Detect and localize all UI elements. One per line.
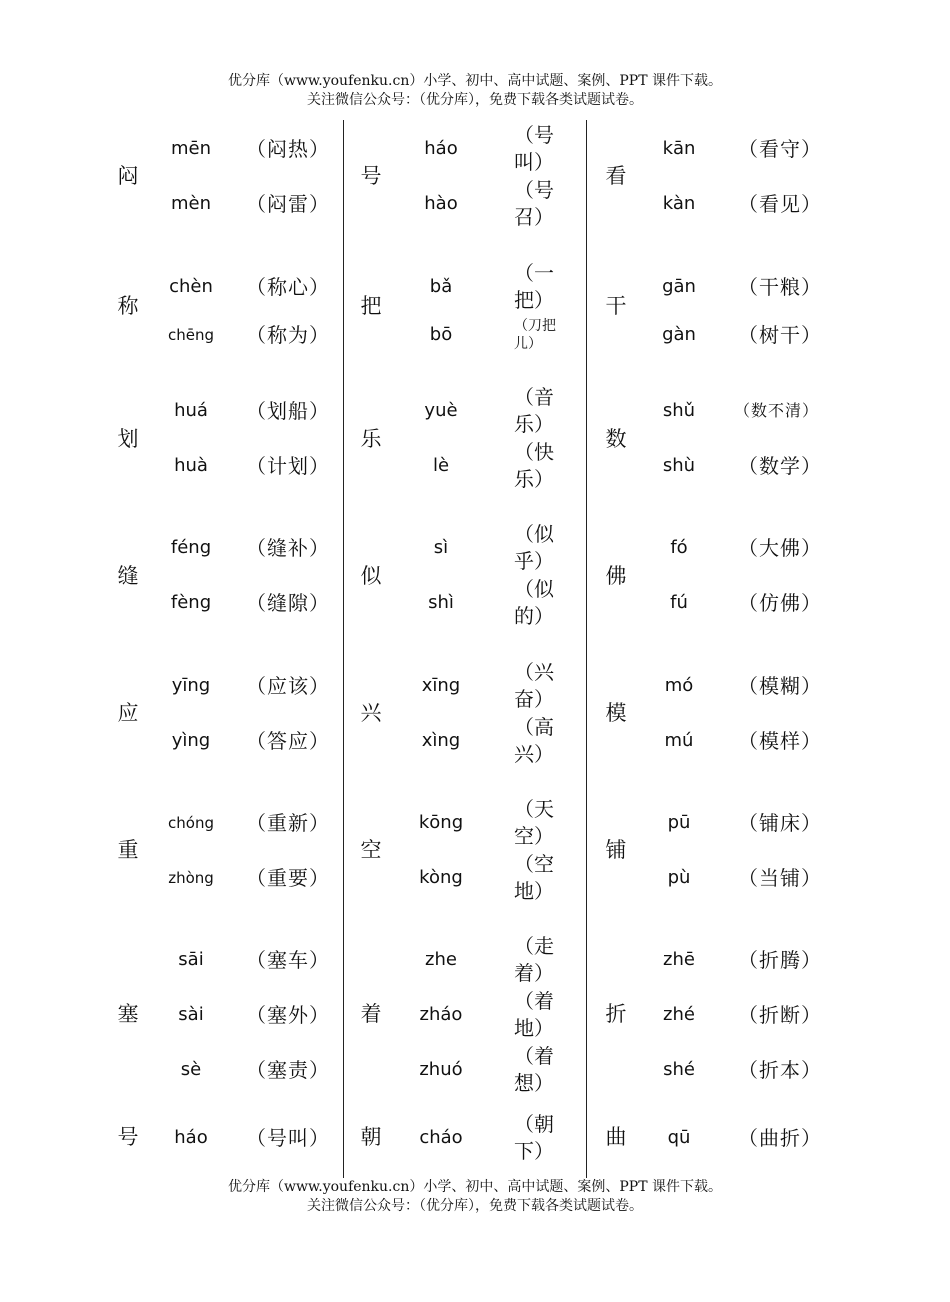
example-word: （朝下） bbox=[514, 1112, 554, 1163]
polyphonic-char: 兴 bbox=[360, 701, 382, 725]
example-word: （高兴） bbox=[514, 715, 554, 766]
example-word: （快乐） bbox=[514, 440, 554, 491]
pinyin-reading: gān bbox=[662, 276, 696, 297]
example-word: （当铺） bbox=[738, 866, 822, 890]
polyphonic-char: 佛 bbox=[605, 564, 627, 588]
pinyin-reading: zhē bbox=[663, 949, 695, 970]
example-word: （似的） bbox=[514, 577, 554, 628]
header-line-2: 关注微信公众号：（优分库），免费下载各类试题试卷。 bbox=[307, 92, 643, 108]
example-word: （空地） bbox=[514, 852, 554, 903]
pinyin-reading: kòng bbox=[419, 867, 463, 888]
polyphonic-char: 闷 bbox=[117, 164, 139, 188]
example-word: （号叫） bbox=[514, 123, 554, 174]
example-word: （答应） bbox=[246, 729, 330, 753]
pinyin-reading: cháo bbox=[419, 1127, 463, 1148]
example-word: （数学） bbox=[738, 454, 822, 478]
example-word: （折本） bbox=[738, 1058, 822, 1082]
example-word: （应该） bbox=[246, 674, 330, 698]
polyphonic-char: 朝 bbox=[360, 1125, 382, 1149]
example-word: （缝补） bbox=[246, 536, 330, 560]
polyphonic-char: 看 bbox=[605, 164, 627, 188]
polyphonic-char: 缝 bbox=[117, 564, 139, 588]
pinyin-reading: mó bbox=[664, 675, 694, 696]
polyphonic-char: 号 bbox=[117, 1125, 139, 1149]
polyphonic-char: 似 bbox=[360, 564, 382, 588]
pinyin-reading: sài bbox=[178, 1004, 204, 1025]
pinyin-reading: fó bbox=[670, 537, 688, 558]
example-word: （天空） bbox=[514, 797, 554, 848]
example-word: （音乐） bbox=[514, 385, 554, 436]
polyphonic-char: 铺 bbox=[605, 838, 627, 862]
example-word: （看见） bbox=[738, 192, 822, 216]
polyphonic-char: 模 bbox=[605, 701, 627, 725]
pinyin-reading: zhòng bbox=[168, 869, 214, 887]
example-word: （模糊） bbox=[738, 674, 822, 698]
example-word: （塞外） bbox=[246, 1003, 330, 1027]
example-word: （似乎） bbox=[514, 522, 554, 573]
pinyin-reading: shé bbox=[663, 1059, 695, 1080]
example-word: （曲折） bbox=[738, 1126, 822, 1150]
page-footer bbox=[0, 1178, 950, 1216]
pinyin-reading: kōng bbox=[418, 812, 464, 833]
pinyin-reading: bō bbox=[429, 324, 453, 345]
pinyin-reading: háo bbox=[424, 138, 458, 159]
example-word: （一把） bbox=[514, 261, 554, 312]
pinyin-reading: huà bbox=[174, 455, 208, 476]
example-word: （称心） bbox=[246, 275, 330, 299]
example-word: （重新） bbox=[246, 811, 330, 835]
pinyin-reading: zhuó bbox=[419, 1059, 463, 1080]
pinyin-reading: xìng bbox=[421, 730, 461, 751]
polyphonic-char: 数 bbox=[605, 427, 627, 451]
polyphonic-char: 着 bbox=[360, 1002, 382, 1026]
pinyin-reading: sāi bbox=[178, 949, 204, 970]
example-word: （折断） bbox=[738, 1003, 822, 1027]
example-word: （塞责） bbox=[246, 1058, 330, 1082]
example-word: （数不清） bbox=[734, 401, 820, 420]
footer-line-1: 优分库（www.youfenku.cn）小学、初中、高中试题、案例、PPT 课件下载。 bbox=[227, 1179, 722, 1195]
example-word: （干粮） bbox=[738, 275, 822, 299]
example-word: （计划） bbox=[246, 454, 330, 478]
pinyin-reading: háo bbox=[174, 1127, 208, 1148]
page-header bbox=[0, 72, 950, 110]
pinyin-reading: sì bbox=[433, 537, 449, 558]
pinyin-reading: fèng bbox=[170, 592, 212, 613]
pinyin-reading: hào bbox=[424, 193, 458, 214]
pinyin-reading: huá bbox=[174, 400, 208, 421]
example-word: （模样） bbox=[738, 729, 822, 753]
pinyin-reading: yīng bbox=[171, 675, 211, 696]
example-word: （树干） bbox=[738, 323, 822, 347]
polyphonic-char: 乐 bbox=[360, 427, 382, 451]
pinyin-reading: mú bbox=[664, 730, 694, 751]
pinyin-reading: shǔ bbox=[662, 400, 696, 421]
example-word: （重要） bbox=[246, 866, 330, 890]
polyphonic-char: 折 bbox=[605, 1002, 627, 1026]
pinyin-reading: mēn bbox=[170, 138, 212, 159]
example-word: （刀把儿） bbox=[514, 318, 556, 352]
polyphonic-char: 号 bbox=[360, 164, 382, 188]
example-word: （看守） bbox=[738, 137, 822, 161]
pinyin-reading: fú bbox=[670, 592, 688, 613]
pinyin-reading: lè bbox=[432, 455, 450, 476]
column-divider-right bbox=[586, 120, 587, 1178]
polyphonic-char: 干 bbox=[605, 294, 627, 318]
polyphonic-char: 塞 bbox=[117, 1002, 139, 1026]
example-word: （塞车） bbox=[246, 948, 330, 972]
pinyin-reading: zháo bbox=[419, 1004, 463, 1025]
pinyin-reading: chèn bbox=[169, 276, 213, 297]
example-word: （折腾） bbox=[738, 948, 822, 972]
column-divider-left bbox=[343, 120, 344, 1178]
polyphonic-char: 把 bbox=[360, 294, 382, 318]
pinyin-reading: kān bbox=[662, 138, 696, 159]
polyphonic-char: 称 bbox=[117, 294, 139, 318]
example-word: （闷雷） bbox=[246, 192, 330, 216]
example-word: （兴奋） bbox=[514, 660, 554, 711]
example-word: （大佛） bbox=[738, 536, 822, 560]
example-word: （铺床） bbox=[738, 811, 822, 835]
pinyin-reading: mèn bbox=[170, 193, 212, 214]
example-word: （闷热） bbox=[246, 137, 330, 161]
pinyin-reading: bǎ bbox=[429, 276, 453, 297]
pinyin-reading: pù bbox=[667, 867, 691, 888]
example-word: （仿佛） bbox=[738, 591, 822, 615]
pinyin-reading: zhe bbox=[425, 949, 457, 970]
example-word: （着想） bbox=[514, 1044, 554, 1095]
example-word: （号叫） bbox=[246, 1126, 330, 1150]
header-line-1: 优分库（www.youfenku.cn）小学、初中、高中试题、案例、PPT 课件下载。 bbox=[227, 73, 722, 89]
example-word: （划船） bbox=[246, 399, 330, 423]
pinyin-reading: chóng bbox=[168, 814, 214, 832]
polyphonic-char: 划 bbox=[117, 427, 139, 451]
example-word: （着地） bbox=[514, 989, 554, 1040]
pinyin-reading: yuè bbox=[424, 400, 458, 421]
pinyin-reading: zhé bbox=[663, 1004, 695, 1025]
example-word: （走着） bbox=[514, 934, 554, 985]
pinyin-reading: shì bbox=[428, 592, 454, 613]
polyphonic-char: 应 bbox=[117, 701, 139, 725]
pinyin-reading: pū bbox=[667, 812, 691, 833]
polyphonic-char: 重 bbox=[117, 838, 139, 862]
example-word: （缝隙） bbox=[246, 591, 330, 615]
example-word: （号召） bbox=[514, 178, 554, 229]
polyphonic-char: 曲 bbox=[605, 1125, 627, 1149]
pinyin-reading: gàn bbox=[662, 324, 696, 345]
pinyin-reading: féng bbox=[170, 537, 212, 558]
polyphonic-char: 空 bbox=[360, 838, 382, 862]
footer-line-2: 关注微信公众号：（优分库），免费下载各类试题试卷。 bbox=[307, 1198, 643, 1214]
pinyin-reading: shù bbox=[662, 455, 696, 476]
pinyin-reading: qū bbox=[667, 1127, 691, 1148]
pinyin-reading: sè bbox=[180, 1059, 202, 1080]
example-word: （称为） bbox=[246, 323, 330, 347]
pinyin-reading: chēng bbox=[167, 326, 214, 344]
pinyin-reading: xīng bbox=[421, 675, 461, 696]
pinyin-reading: yìng bbox=[171, 730, 211, 751]
pinyin-reading: kàn bbox=[662, 193, 696, 214]
